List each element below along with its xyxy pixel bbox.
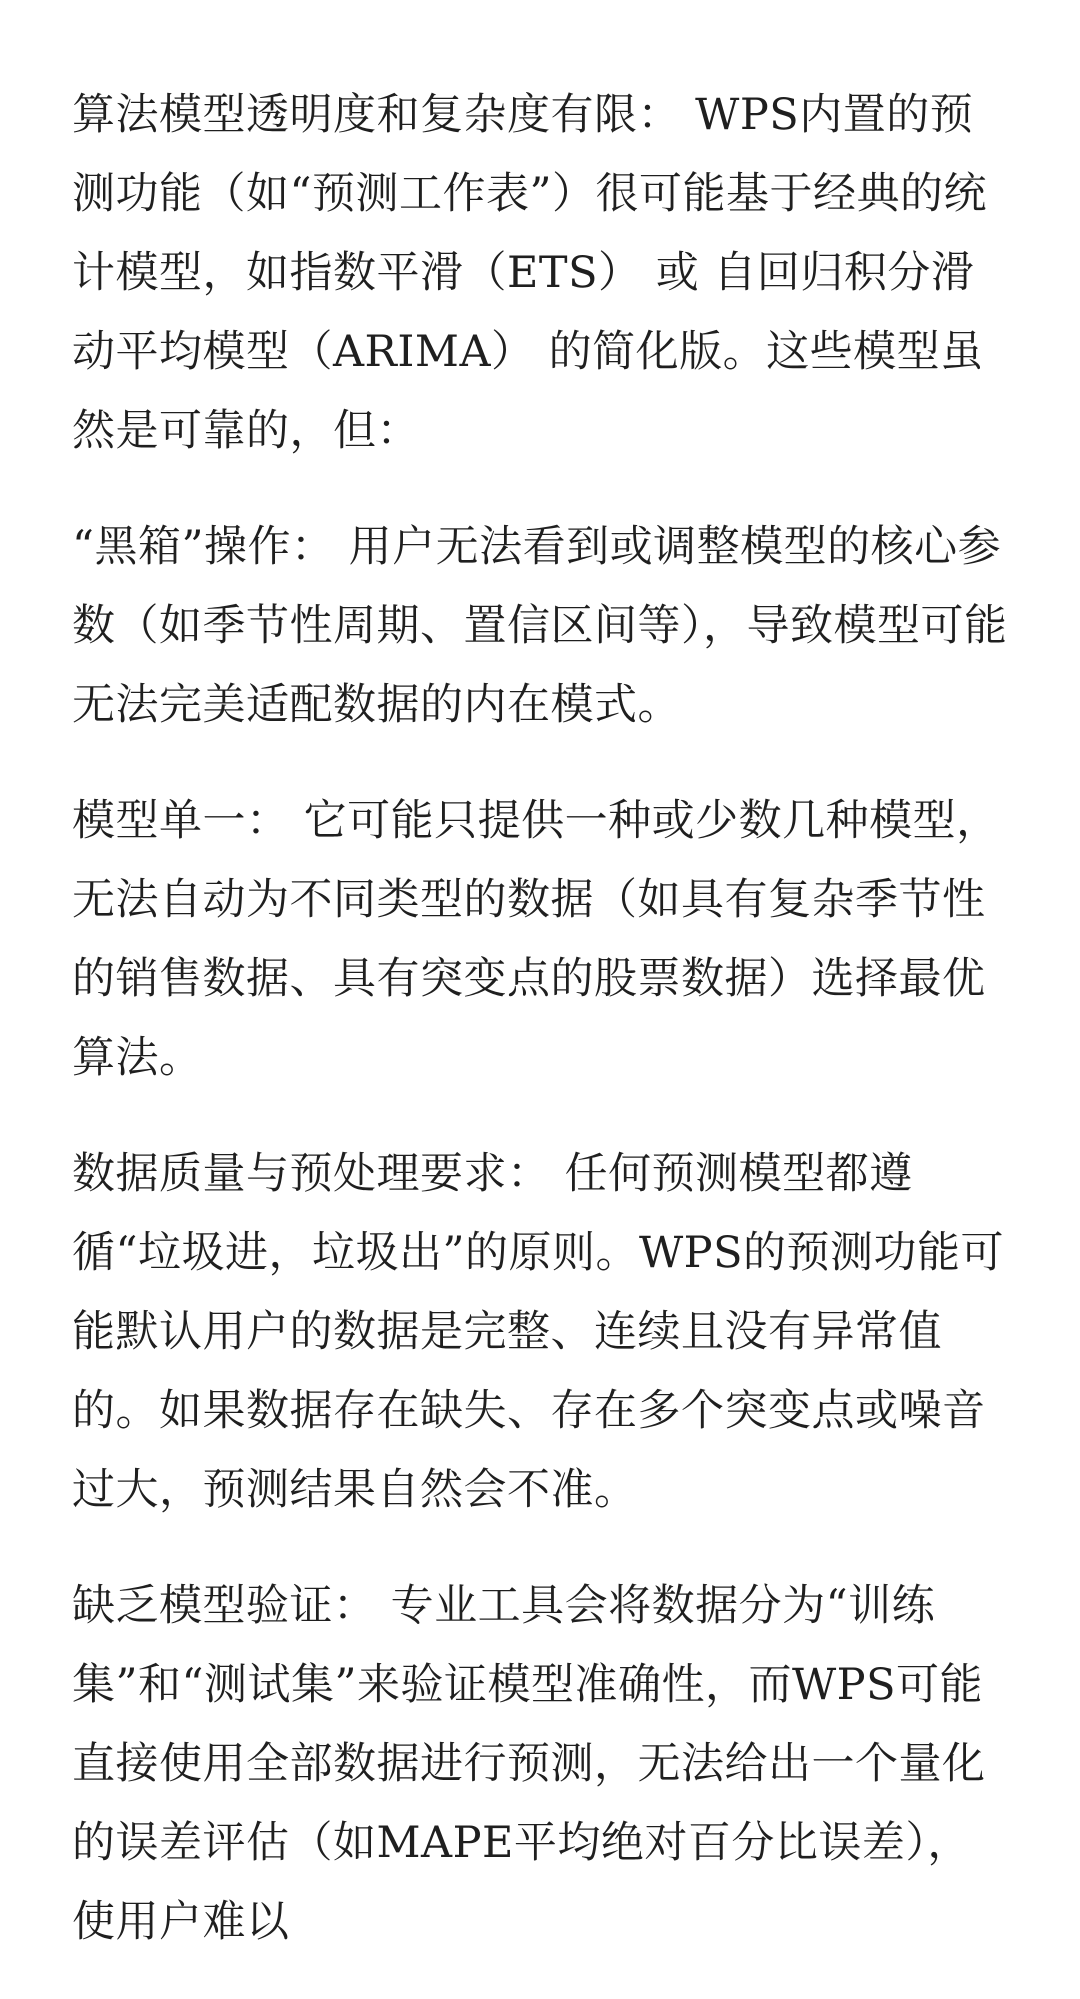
paragraph-data-quality: 数据质量与预处理要求： 任何预测模型都遵循“垃圾进，垃圾出”的原则。WPS的预测功能可能默认用户的数据是完整、连续且没有异常值的。如果数据存在缺失、存在多个突变点或噪音过大，预测结果自然会不准。: [72, 1149, 1005, 1515]
paragraph-black-box: “黑箱”操作： 用户无法看到或调整模型的核心参数（如季节性周期、置信区间等），导致模型可能无法完美适配数据的内在模式。: [72, 522, 1008, 730]
paragraph-model-limitations: 算法模型透明度和复杂度有限： WPS内置的预测功能（如“预测工作表”）很可能基于经典的统计模型，如指数平滑（ETS） 或 自回归积分滑动平均模型（ARIMA） 的简化版。这些模型虽然是可靠的，但：: [72, 90, 987, 456]
paragraph-no-validation: 缺乏模型验证： 专业工具会将数据分为“训练集”和“测试集”来验证模型准确性，而WPS可能直接使用全部数据进行预测，无法给出一个量化的误差评估（如MAPE平均绝对百分比误差），使用户难以: [72, 1581, 986, 1947]
paragraph-single-model: 模型单一： 它可能只提供一种或少数几种模型，无法自动为不同类型的数据（如具有复杂季节性的销售数据、具有突变点的股票数据）选择最优算法。: [72, 796, 1000, 1083]
article-body: [72, 76, 1012, 1999]
